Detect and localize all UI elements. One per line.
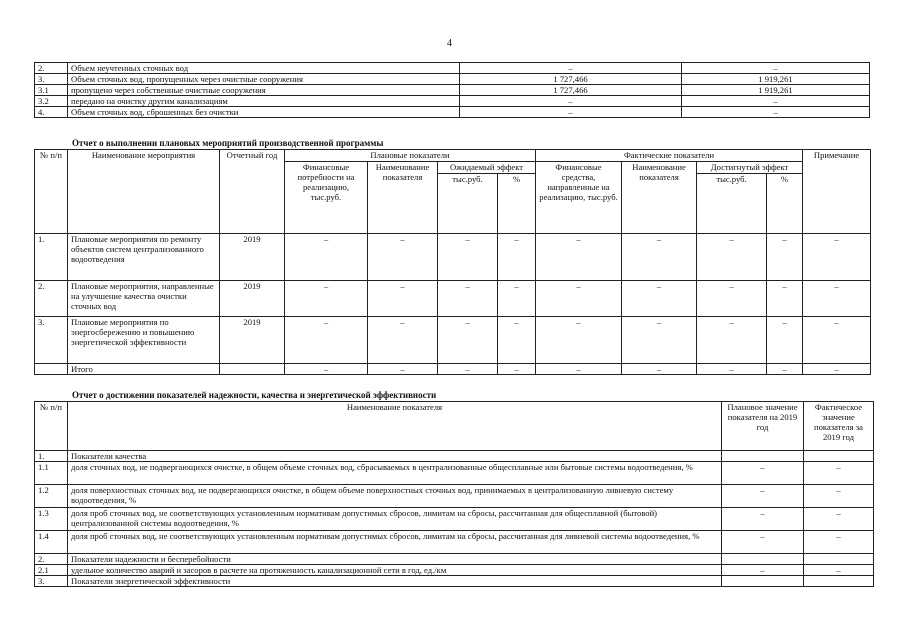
row-value-cell: – [767,234,803,281]
row-number: 3.1 [35,85,68,96]
header-measure-name: Наименование мероприятия [68,150,220,234]
row-name: Объем сточных вод, пропущенных через очистные сооружения [68,74,460,85]
table-row [35,85,870,96]
row-value-cell: – [622,364,697,375]
row-value-cell: – [803,364,871,375]
row-value-cell: – [767,281,803,317]
header-fin-actual: Финансовые средства, направленные на реализацию, тыс.руб. [536,162,622,234]
row-indicator-name: Показатели надежности и бесперебойности [68,554,722,565]
row-indicator-name: Показатели энергетической эффективности [68,576,722,587]
row-value-cell: – [767,364,803,375]
row-number: 2. [35,63,68,74]
section1-title: Отчет о выполнении плановых мероприятий производственной программы [72,138,384,148]
row-plan-value: – [722,565,804,576]
row-number: 3. [35,576,68,587]
indicators-table [34,401,874,587]
row-fact-value: 1 919,261 [682,85,870,96]
row-value-cell: – [622,234,697,281]
row-value-cell: – [438,281,498,317]
table-row [35,531,874,554]
row-value-cell: – [622,317,697,364]
row-value-cell: – [285,234,368,281]
header-planned: Плановые показатели [285,150,536,162]
header-pct: % [498,174,536,234]
row-name: Объем сточных вод, сброшенных без очистки [68,107,460,118]
row-plan-value [722,554,804,565]
row-name: пропущено через собственные очистные сооружения [68,85,460,96]
row-year: 2019 [220,317,285,364]
row-number [35,364,68,375]
table-row [35,107,870,118]
row-value-cell: – [803,234,871,281]
planned-measures-table [34,149,871,375]
section2-title: Отчет о достижении показателей надежности, качества и энергетической эффективности [72,390,437,400]
row-year: 2019 [220,234,285,281]
row-indicator-name: доля сточных вод, не подвергающихся очистке, в общем объеме сточных вод, сбрасываемых в централизованные общесплавные или бытовые системы водоотведения, % [68,462,722,485]
row-indicator-name: доля поверхностных сточных вод, не подвергающихся очистке, в общем объеме поверхностных сточных вод, принимаемых в централизованную ливневую систему водоотведения, % [68,485,722,508]
row-value-cell: – [536,234,622,281]
row-value-cell: – [285,364,368,375]
table-row [35,317,871,364]
row-value-cell: – [438,234,498,281]
row-number: 1.4 [35,531,68,554]
row-value-cell: – [622,281,697,317]
row-number: 1. [35,451,68,462]
table-row [35,508,874,531]
header-fin-plan: Финансовые потребности на реализацию, тыс.руб. [285,162,368,234]
table-row [35,485,874,508]
row-fact-value: – [682,63,870,74]
row-fact-value [804,451,874,462]
row-name: передано на очистку другим канализациям [68,96,460,107]
row-value-cell: – [498,281,536,317]
row-fact-value [804,576,874,587]
row-number: 1.1 [35,462,68,485]
row-measure-name: Плановые мероприятия по энергосбережению и повышению энергетической эффективности [68,317,220,364]
header-year: Отчетный год [220,150,285,234]
header-thous-rub: тыс.руб. [438,174,498,234]
table-row [35,234,871,281]
row-fact-value: – [804,485,874,508]
row-value-cell: – [803,281,871,317]
row-number: 2. [35,554,68,565]
row-plan-value: – [722,462,804,485]
row-indicator-name: доля проб сточных вод, не соответствующих установленным нормативам допустимых сбросов, лимитам на сбросы, рассчитанная для общесплавной (бытовой) централизованной системы водоотведения, % [68,508,722,531]
row-value-cell: – [697,364,767,375]
row-plan-value [722,576,804,587]
top-volume-table [34,62,870,118]
header-achieved-effect: Достигнутый эффект [697,162,803,174]
row-plan-value: – [722,485,804,508]
ind-header-fact: Фактическое значение показателя за 2019 год [804,402,874,451]
row-fact-value: – [804,508,874,531]
row-measure-name: Итого [68,364,220,375]
ind-header-plan: Плановое значение показателя на 2019 год [722,402,804,451]
row-number: 2.1 [35,565,68,576]
ind-header-name: Наименование показателя [68,402,722,451]
row-value-cell: – [285,281,368,317]
table-row [35,364,871,375]
row-indicator-name: Показатели качества [68,451,722,462]
row-number: 3. [35,74,68,85]
row-value-cell: – [368,364,438,375]
row-value-cell: – [368,317,438,364]
header-note: Примечание [803,150,871,234]
row-name: Объем неучтенных сточных вод [68,63,460,74]
row-plan-value: – [460,63,682,74]
table-row [35,63,870,74]
row-indicator-name: удельное количество аварий и засоров в расчете на протяженность канализационной сети в год, ед./км [68,565,722,576]
row-value-cell: – [697,281,767,317]
row-number: 3. [35,317,68,364]
row-plan-value: – [460,96,682,107]
header-thous-rub-2: тыс.руб. [697,174,767,234]
table-row [35,576,874,587]
row-number: 4. [35,107,68,118]
row-plan-value [722,451,804,462]
header-expected-effect: Ожидаемый эффект [438,162,536,174]
row-measure-name: Плановые мероприятия по ремонту объектов систем централизованного водоотведения [68,234,220,281]
row-value-cell: – [536,281,622,317]
table-row [35,451,874,462]
row-fact-value: – [804,565,874,576]
row-value-cell: – [498,234,536,281]
row-number: 3.2 [35,96,68,107]
row-plan-value: – [722,531,804,554]
header-num: № п/п [35,150,68,234]
row-plan-value: – [460,107,682,118]
row-fact-value: – [804,531,874,554]
row-number: 1.2 [35,485,68,508]
table-row [35,554,874,565]
header-ind-name: Наименование показателя [368,162,438,234]
row-plan-value: 1 727,466 [460,74,682,85]
table-row [35,281,871,317]
row-value-cell: – [536,364,622,375]
row-value-cell: – [438,317,498,364]
row-value-cell: – [697,317,767,364]
row-value-cell: – [438,364,498,375]
header-actual: Фактические показатели [536,150,803,162]
page-number: 4 [447,38,452,49]
row-fact-value [804,554,874,565]
row-value-cell: – [285,317,368,364]
row-fact-value: – [804,462,874,485]
row-fact-value: 1 919,261 [682,74,870,85]
table-row [35,462,874,485]
row-value-cell: – [498,364,536,375]
row-indicator-name: доля проб сточных вод, не соответствующих установленным нормативам допустимых сбросов, лимитам на сбросы, рассчитанная для ливневой системы водоотведения, % [68,531,722,554]
row-measure-name: Плановые мероприятия, направленные на улучшение качества очистки сточных вод [68,281,220,317]
row-fact-value: – [682,107,870,118]
row-year: 2019 [220,281,285,317]
row-value-cell: – [767,317,803,364]
row-number: 2. [35,281,68,317]
header-ind-name-2: Наименование показателя [622,162,697,234]
row-value-cell: – [697,234,767,281]
row-number: 1.3 [35,508,68,531]
row-plan-value: 1 727,466 [460,85,682,96]
table-row [35,74,870,85]
row-value-cell: – [536,317,622,364]
table-row [35,565,874,576]
row-value-cell: – [803,317,871,364]
row-year [220,364,285,375]
ind-header-num: № п/п [35,402,68,451]
row-value-cell: – [368,281,438,317]
header-pct-2: % [767,174,803,234]
row-number: 1. [35,234,68,281]
row-value-cell: – [498,317,536,364]
row-value-cell: – [368,234,438,281]
row-plan-value: – [722,508,804,531]
table-row [35,96,870,107]
row-fact-value: – [682,96,870,107]
